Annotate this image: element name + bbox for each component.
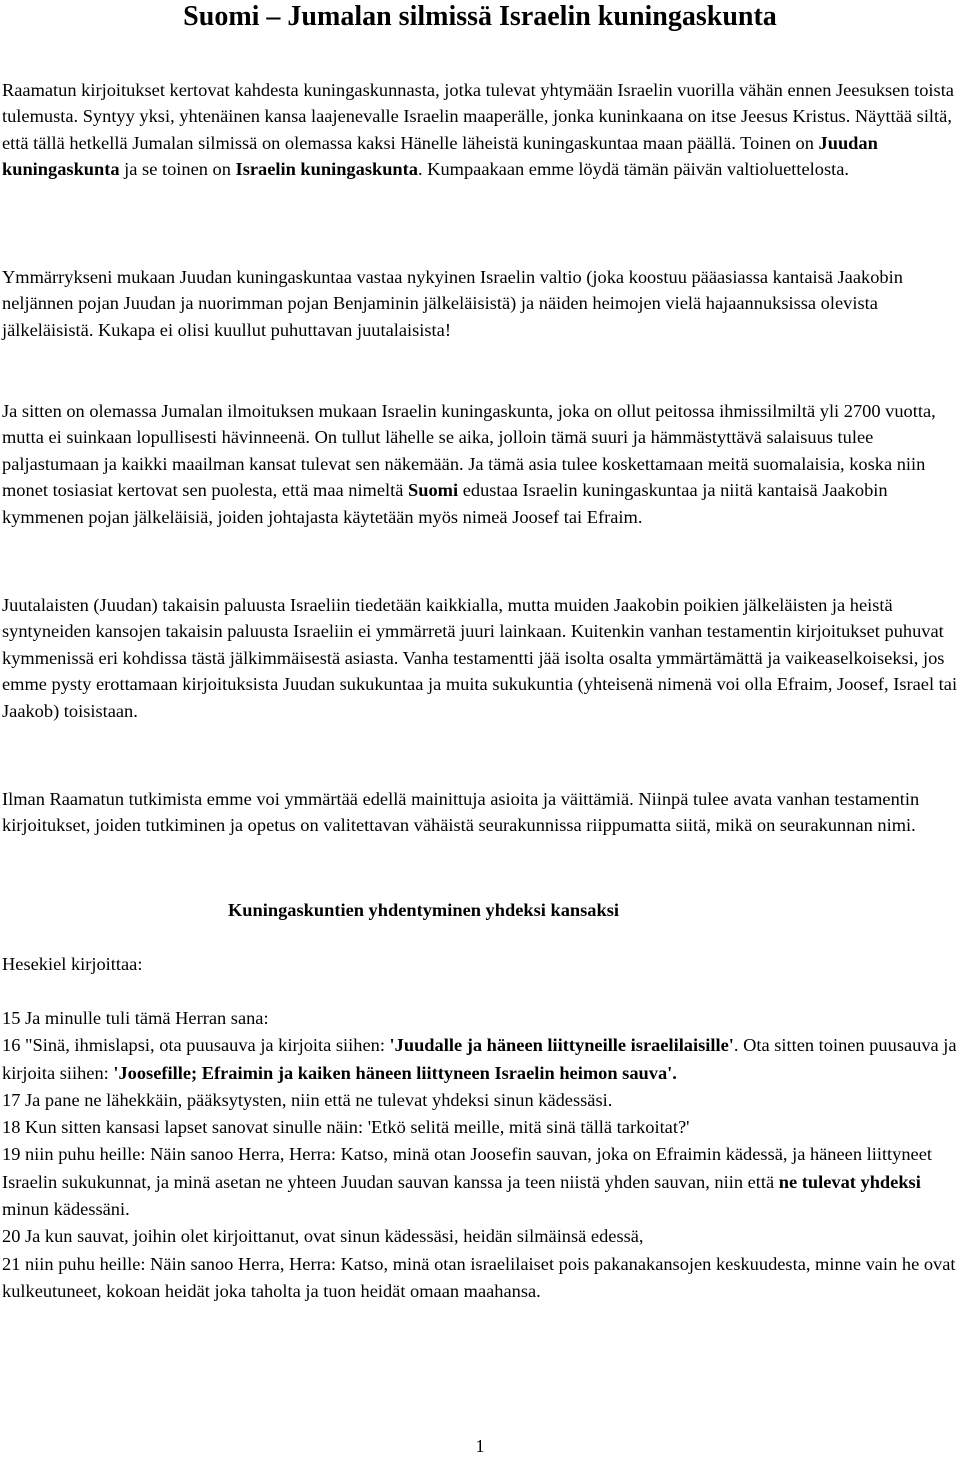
paragraph-5: Ilman Raamatun tutkimista emme voi ymmärtää edellä mainittuja asioita ja väittämiä. Niinpä tulee avata vanhan testamentin kirjoitukset, joiden tutkiminen ja opetus on valitettavan vähäistä seurakunnissa riippumatta siitä, mikä on seurakunnan nimi.: [2, 789, 920, 836]
verse-16-text-c: . Ota sitten toinen puusauva ja kirjoita siihen:: [2, 1035, 957, 1083]
verse-19: [2, 1141, 958, 1223]
paragraph-4: Juutalaisten (Juudan) takaisin paluusta Israeliin tiedetään kaikkialla, mutta muiden Jaakobin poikien jälkeläisten ja heistä syntyneiden kansojen takaisin paluusta Israeliin ei ymmärretä juuri lainkaan. Kuitenkin vanhan testamentin kirjoitukset puhuvat kymmenissä eri kohdissa tästä jälkimmäisestä asiasta. Vanha testamentti jää isolta osalta ymmärtämättä ja vaikeaselkoiseksi, jos emme pysty erottamaan kirjoituksista Juudan sukukuntaa ja muita sukukuntia (yhteisenä nimenä voi olla Efraim, Joosef, Israel tai Jaakob) toisistaan.: [2, 595, 958, 721]
paragraph-3: [2, 398, 958, 530]
verse-18: 18 Kun sitten kansasi lapset sanovat sinulle näin: 'Etkö selitä meille, mitä sinä tällä tarkoitat?': [2, 1117, 690, 1138]
paragraph-1: [2, 77, 958, 183]
verse-19-bold: ne tulevat yhdeksi: [778, 1171, 921, 1192]
verse-16: [2, 1032, 958, 1087]
suomi-bold: Suomi: [408, 480, 459, 501]
paragraph-3-text-c: edustaa Israelin kuningaskuntaa ja niitä kantaisä Jaakobin kymmenen pojan jälkeläisiä, joiden johtajasta käytetään myös nimeä Joosef tai Efraim.: [2, 480, 888, 527]
juudan-kuningaskunta-bold: Juudan kuningaskunta: [2, 132, 878, 180]
verse-20: 20 Ja kun sauvat, joihin olet kirjoittanut, ovat sinun kädessäsi, heidän silmäinsä edessä,: [2, 1226, 644, 1247]
verse-16-bold-2: 'Joosefille; Efraimin ja kaiken häneen liittyneen Israelin heimon sauva'.: [113, 1062, 677, 1083]
israelin-kuningaskunta-bold: Israelin kuningaskunta: [235, 159, 418, 180]
verse-block: [2, 1005, 958, 1305]
verse-16-text-a: 16 "Sinä, ihmislapsi, ota puusauva ja kirjoita siihen:: [2, 1035, 390, 1056]
paragraph-1-text-d: . Kumpaakaan emme löydä tämän päivän valtioluettelosta.: [417, 159, 849, 180]
quote-intro: Hesekiel kirjoittaa:: [2, 954, 143, 974]
paragraph-2: Ymmärrykseni mukaan Juudan kuningaskuntaa vastaa nykyinen Israelin valtio (joka koostuu pääasiassa kantaisä Jaakobin neljännen pojan Juudan ja nuorimman pojan Benjaminin jälkeläisistä) ja näiden heimojen vielä hajaannuksissa olevista jälkeläisistä. Kukapa ei olisi kuullut puhuttavan juutalaisista!: [2, 267, 903, 340]
verse-15: 15 Ja minulle tuli tämä Herran sana:: [2, 1008, 269, 1028]
verse-19-text-a: 19 niin puhu heille: Näin sanoo Herra, Herra: Katso, minä otan Joosefin sauvan, joka on Efraimin kädessä, ja häneen liittyneet Israelin sukukunnat, ja minä asetan ne yhteen Juudan sauvan kanssa ja teen niistä yhden sauvan, niin että: [2, 1144, 932, 1192]
verse-21: 21 niin puhu heille: Näin sanoo Herra, Herra: Katso, minä otan israelilaiset pois pakanakansojen keskuudesta, minne vain he ovat kulkeutuneet, kokoan heidät joka taholta ja tuon heidät omaan maahansa.: [2, 1253, 956, 1301]
page-title: Suomi – Jumalan silmissä Israelin kuningaskunta: [183, 1, 777, 32]
verse-17: 17 Ja pane ne lähekkäin, pääksytysten, niin että ne tulevat yhdeksi sinun kädessäsi.: [2, 1089, 613, 1110]
paragraph-3-text-a: Ja sitten on olemassa Jumalan ilmoituksen mukaan Israelin kuningaskunta, joka on ollut peitossa ihmissilmiltä yli 2700 vuotta, mutta ei suinkaan lopullisesti hävinneenä. On tullut lähelle se aika, jolloin tämä suuri ja hämmästyttävä salaisuus tulee paljastumaan ja kaikki maailman kansat tulevat sen näkemään. Ja tämä asia tulee koskettamaan meitä suomalaisia, koska niin monet tosiasiat kertovat sen puolesta, että maa nimeltä: [2, 401, 936, 501]
verse-19-text-c: minun kädessäni.: [2, 1199, 130, 1220]
page-number: 1: [475, 1436, 485, 1456]
section-heading: Kuningaskuntien yhdentyminen yhdeksi kansaksi: [228, 900, 619, 920]
paragraph-1-text-a: Raamatun kirjoitukset kertovat kahdesta kuningaskunnasta, jotka tulevat yhtymään Israelin vuorilla vähän ennen Jeesuksen toista tulemusta. Syntyy yksi, yhtenäinen kansa laajenevalle Israelin maaperälle, jonka kuninkaana on itse Jeesus Kristus. Näyttää siltä, että tällä hetkellä Jumalan silmissä on olemassa kaksi Hänelle läheistä kuningaskuntaa maan päällä. Toinen on: [2, 80, 954, 153]
paragraph-1-text-c: ja se toinen on: [119, 159, 236, 180]
verse-16-bold-1: 'Juudalle ja häneen liittyneille israelilaisille': [389, 1035, 734, 1056]
